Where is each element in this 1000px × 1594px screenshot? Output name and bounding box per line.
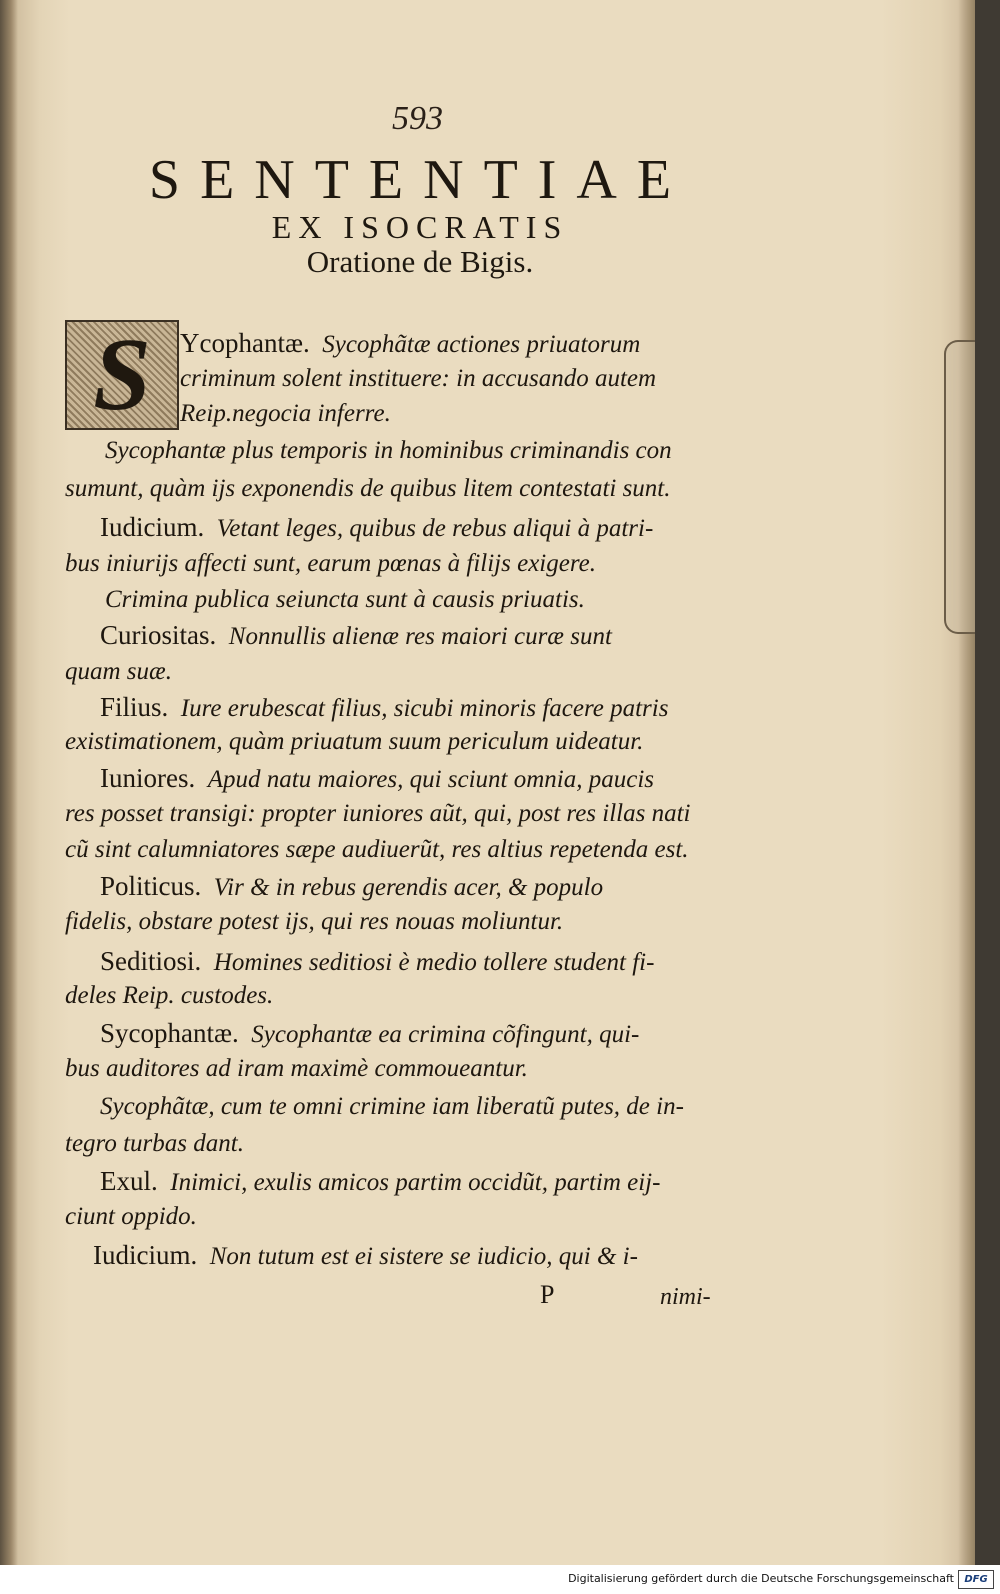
decorated-initial — [65, 317, 179, 432]
entry-text: existimationem, quàm priuatum suum periculum uideatur. — [65, 728, 644, 755]
entry-text: tegro turbas dant. — [65, 1130, 244, 1157]
entry-text: res posset transigi: propter iuniores aũt, qui, post res illas nati — [65, 800, 691, 827]
page-number: 593 — [392, 100, 443, 137]
entry-text: criminum solent instituere: in accusando autem — [180, 365, 657, 392]
entry-text: bus iniurijs affecti sunt, earum pœnas à filijs exigere. — [65, 550, 596, 577]
text-line — [65, 908, 563, 936]
credit-bar — [0, 1565, 1000, 1594]
text-line — [100, 763, 654, 794]
text-line — [65, 1055, 528, 1083]
entry-text: Crimina publica seiuncta sunt à causis priuatis. — [105, 586, 585, 613]
entry-text: Apud natu maiores, qui sciunt omnia, paucis — [207, 766, 655, 793]
entry-text: Sycophãtæ, cum te omni crimine iam liberatũ putes, de in- — [100, 1093, 684, 1120]
entry-text: bus auditores ad iram maximè commoueantur. — [65, 1055, 528, 1082]
entry-text: Reip.negocia inferre. — [180, 400, 391, 427]
text-line — [65, 728, 643, 756]
text-line — [65, 658, 172, 686]
entry-heading: Iuniores. — [100, 763, 196, 793]
signature-mark: P — [540, 1280, 555, 1309]
text-line — [65, 1130, 244, 1158]
entry-heading: Politicus. — [100, 871, 202, 901]
page-tab-marker — [944, 340, 975, 634]
entry-text: Non tutum est ei sistere se iudicio, qui & i- — [209, 1243, 638, 1270]
entry-text: Sycophantæ ea crimina cõfingunt, qui- — [251, 1021, 640, 1048]
entry-text: Inimici, exulis amicos partim occidũt, partim eij- — [170, 1169, 661, 1196]
entry-text: quam suæ. — [65, 658, 172, 685]
text-line — [65, 836, 689, 864]
page-subtitle-secondary: Oratione de Bigis. — [306, 244, 534, 279]
initial-letter: S — [93, 317, 151, 432]
text-line — [180, 365, 656, 393]
text-line — [65, 475, 671, 503]
entry-heading: Iudicium. — [93, 1240, 198, 1270]
entry-text: fidelis, obstare potest ijs, qui res nouas moliuntur. — [65, 908, 564, 935]
entry-text: Homines seditiosi è medio tollere student fi- — [213, 949, 655, 976]
entry-heading: Curiositas. — [100, 620, 217, 650]
text-line — [105, 586, 585, 614]
text-line — [105, 437, 672, 465]
entry-heading: Ycophantæ. — [180, 328, 310, 358]
entry-text: Nonnullis alienæ res maiori curæ sunt — [228, 623, 612, 650]
text-line — [100, 1166, 660, 1197]
text-line — [65, 982, 273, 1010]
page-title: SENTENTIAE — [148, 149, 692, 211]
entry-heading: Exul. — [100, 1166, 158, 1196]
text-line — [100, 620, 612, 651]
entry-text: Iure erubescat filius, sicubi minoris facere patris — [180, 695, 669, 722]
text-line — [180, 400, 391, 428]
text-line — [65, 1203, 197, 1231]
text-line — [100, 871, 603, 902]
catchword: nimi- — [660, 1284, 711, 1310]
text-line — [93, 1240, 638, 1271]
credit-text: Digitalisierung gefördert durch die Deutsche Forschungsgemeinschaft — [568, 1572, 954, 1585]
page-subtitle: EX ISOCRATIS — [271, 209, 569, 245]
dfg-logo: DFG — [958, 1570, 994, 1589]
entry-text: Vetant leges, quibus de rebus aliqui à patri- — [216, 515, 654, 542]
text-line — [100, 692, 668, 723]
entry-heading: Sycophantæ. — [100, 1018, 239, 1048]
text-line — [100, 1093, 684, 1121]
entry-heading: Filius. — [100, 692, 169, 722]
margin-bleed-through — [0, 330, 18, 990]
entry-text: cũ sint calumniatores sæpe audiuerũt, res altius repetenda est. — [65, 836, 689, 863]
entry-text: sumunt, quàm ijs exponendis de quibus litem contestati sunt. — [65, 475, 671, 502]
text-line — [100, 512, 653, 543]
text-line — [65, 800, 691, 828]
entry-text: Sycophãtæ actiones priuatorum — [322, 331, 641, 358]
text-line — [65, 550, 596, 578]
text-line — [180, 328, 640, 359]
entry-heading: Iudicium. — [100, 512, 205, 542]
entry-text: Vir & in rebus gerendis acer, & populo — [213, 874, 604, 901]
entry-text: ciunt oppido. — [65, 1203, 197, 1230]
page-edge — [958, 0, 975, 1565]
text-line — [100, 1018, 639, 1049]
entry-text: deles Reip. custodes. — [65, 982, 274, 1009]
entry-text: Sycophantæ plus temporis in hominibus criminandis con — [105, 437, 672, 464]
entry-heading: Seditiosi. — [100, 946, 202, 976]
text-line — [100, 946, 654, 977]
